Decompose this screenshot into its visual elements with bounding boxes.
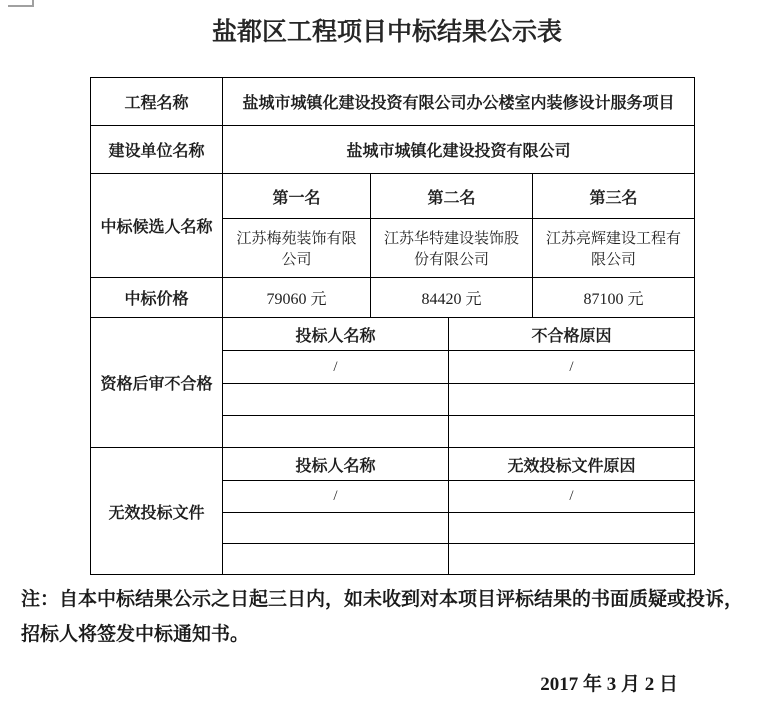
note (21, 582, 761, 652)
candidate-2: 江苏华特建设装饰股份有限公司 (371, 219, 533, 278)
price-3: 87100 元 (533, 278, 695, 318)
unqualified-reason-2 (449, 384, 695, 416)
table-row-owner (91, 126, 695, 174)
rank-2-header: 第二名 (371, 174, 533, 219)
invalid-reason-2 (449, 513, 695, 544)
note-line-2: 招标人将签发中标通知书。 (21, 624, 250, 645)
note-line-1: 注：自本中标结果公示之日起三日内，如未收到对本项目评标结果的书面质疑或投诉， (21, 589, 744, 610)
table-row-project (91, 78, 695, 126)
invalid-reason-3 (449, 544, 695, 575)
unqualified-bidder-header: 投标人名称 (223, 318, 449, 351)
candidates-label: 中标候选人名称 (91, 174, 223, 278)
candidate-1: 江苏梅苑装饰有限公司 (223, 219, 371, 278)
invalid-bidder-header: 投标人名称 (223, 448, 449, 481)
invalid-docs-label: 无效投标文件 (91, 448, 223, 575)
price-2: 84420 元 (371, 278, 533, 318)
rank-3-header: 第三名 (533, 174, 695, 219)
owner-value: 盐城市城镇化建设投资有限公司 (223, 126, 695, 174)
invalid-bidder-3 (223, 544, 449, 575)
invalid-reason-1: / (449, 481, 695, 513)
price-label: 中标价格 (91, 278, 223, 318)
price-1: 79060 元 (223, 278, 371, 318)
table-row-invalid-header (91, 448, 695, 481)
invalid-reason-header: 无效投标文件原因 (449, 448, 695, 481)
rank-1-header: 第一名 (223, 174, 371, 219)
document-date: 2017 年 3 月 2 日 (540, 674, 678, 695)
unqualified-bidder-2 (223, 384, 449, 416)
candidate-3: 江苏亮辉建设工程有限公司 (533, 219, 695, 278)
table-row-unqualified-header (91, 318, 695, 351)
invalid-bidder-2 (223, 513, 449, 544)
table-row-prices (91, 278, 695, 318)
project-name-label: 工程名称 (91, 78, 223, 126)
table-row-rank-headers (91, 174, 695, 219)
invalid-bidder-1: / (223, 481, 449, 513)
unqualified-reason-header: 不合格原因 (449, 318, 695, 351)
unqualified-reason-3 (449, 416, 695, 448)
bid-result-table (90, 77, 695, 575)
unqualified-label: 资格后审不合格 (91, 318, 223, 448)
unqualified-bidder-1: / (223, 351, 449, 384)
project-name-value: 盐城市城镇化建设投资有限公司办公楼室内装修设计服务项目 (223, 78, 695, 126)
owner-label: 建设单位名称 (91, 126, 223, 174)
unqualified-bidder-3 (223, 416, 449, 448)
unqualified-reason-1: / (449, 351, 695, 384)
cropped-box-corner (8, 0, 34, 7)
page-title: 盐都区工程项目中标结果公示表 (211, 18, 562, 46)
